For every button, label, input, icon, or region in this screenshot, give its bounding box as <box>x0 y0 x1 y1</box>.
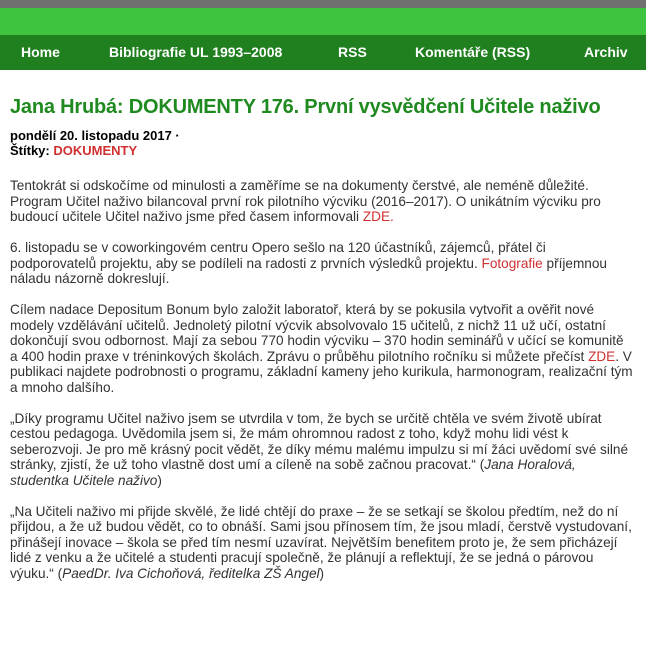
quote-director <box>10 504 634 582</box>
paragraph-text: 6. listopadu se v coworkingovém centru Opero sešlo na 120 účastníků, zájemců, přátel či podporovatelů projektu, aby se podíleli na radosti z prvních výsledků projektu. <box>10 240 546 271</box>
paragraph-intro <box>10 178 634 225</box>
quote-attribution: PaedDr. Iva Cichoňová, ředitelka ZŠ Angel <box>62 565 320 581</box>
paragraph-end: . V publikaci najdete podrobnosti o programu, základní kameny jeho kurikula, harmonogram, realizační tým a mnoho dalšího. <box>10 348 633 395</box>
quote-attribution: Jana Horalová, studentka Učitele naživo <box>10 457 576 488</box>
labels-prefix: Štítky: <box>10 143 50 158</box>
post-date: pondělí 20. listopadu 2017 · <box>10 128 180 143</box>
nav-comments-rss[interactable]: Komentáře (RSS) <box>415 44 531 60</box>
nav-archive[interactable]: Archiv <box>584 44 628 60</box>
paragraph-end: . <box>390 209 394 224</box>
paragraph-text: Tentokrát si odskočíme od minulosti a zaměříme se na dokumenty čerstvé, ale neméně důležité. Program Učitel naživo bilancoval první rok pilotního výcviku (2016–2017). O unikátním výcviku pro budoucí učitele Učitel naživo jsme před časem informovali <box>10 178 601 224</box>
nav-home[interactable]: Home <box>21 44 60 60</box>
paragraph-event <box>10 240 634 287</box>
quote-end: ) <box>157 472 162 488</box>
nav-rss[interactable]: RSS <box>338 44 367 60</box>
post-meta <box>10 128 180 158</box>
label-link-dokumenty[interactable]: DOKUMENTY <box>53 143 138 158</box>
header-band <box>0 8 646 35</box>
quote-text: „Díky programu Učitel naživo jsem se utvrdila v tom, že bych se určitě chtěla ve svém životě ubírat cestou pedagoga. Uvědomila jsem si, že mám ohromnou radost z toho, když mohu lidi vést k seberozvoji. Je pro mě krásný pocit vědět, že díky mému malému impulzu si mí žáci uvědomí své silné stránky, zjistí, že už toho vlastně dost umí a cíleně na sobě začnou pracovat.“ ( <box>10 410 628 472</box>
link-fotografie[interactable]: Fotografie <box>481 255 543 271</box>
nav-bibliography[interactable]: Bibliografie UL 1993–2008 <box>109 44 283 60</box>
quote-end: ) <box>319 565 325 581</box>
paragraph-end: příjemnou náladu názorně dokreslují. <box>10 255 607 286</box>
paragraph-foundation <box>10 302 634 395</box>
post-body <box>10 178 634 581</box>
quote-student <box>10 411 634 489</box>
quote-text: „Na Učiteli naživo mi přijde skvělé, že lidé chtějí do praxe – že se setkají se školou předtím, než do ní přijdou, a že už budou vědět, co to obnáší. Sami jsou přínosem tím, že jsou mladí, čerstvě vystudovaní, přinášejí inovace – škola se před tím nesmí uzavírat. Největším benefitem proto je, že sem přicházejí lidé z venku a že učitelé a studenti pracují společně, že plánují a reflektují, že se jedná o párovou výuku.“ ( <box>10 503 632 581</box>
paragraph-text: Cílem nadace Depositum Bonum bylo založit laboratoř, která by se pokusila vytvořit a ověřit nové modely vzdělávání učitelů. Jednoletý pilotní výcvik absolvovalo 15 učitelů, z nichž 11 už učí, ostatní dokončují svou odbornost. Mají za sebou 770 hodin výcviku – 370 hodin seminářů v učící se komunitě a 400 hodin praxe v tréninkových školách. Zprávu o průběhu pilotního ročníku si můžete přečíst <box>10 302 624 364</box>
main-navigation <box>0 35 646 70</box>
link-zde-2[interactable]: ZDE <box>588 348 616 364</box>
link-zde-1[interactable]: ZDE <box>362 209 391 224</box>
post-title[interactable]: Jana Hrubá: DOKUMENTY 176. První vysvědčení Učitele naživo <box>10 96 601 118</box>
top-border <box>0 0 646 8</box>
